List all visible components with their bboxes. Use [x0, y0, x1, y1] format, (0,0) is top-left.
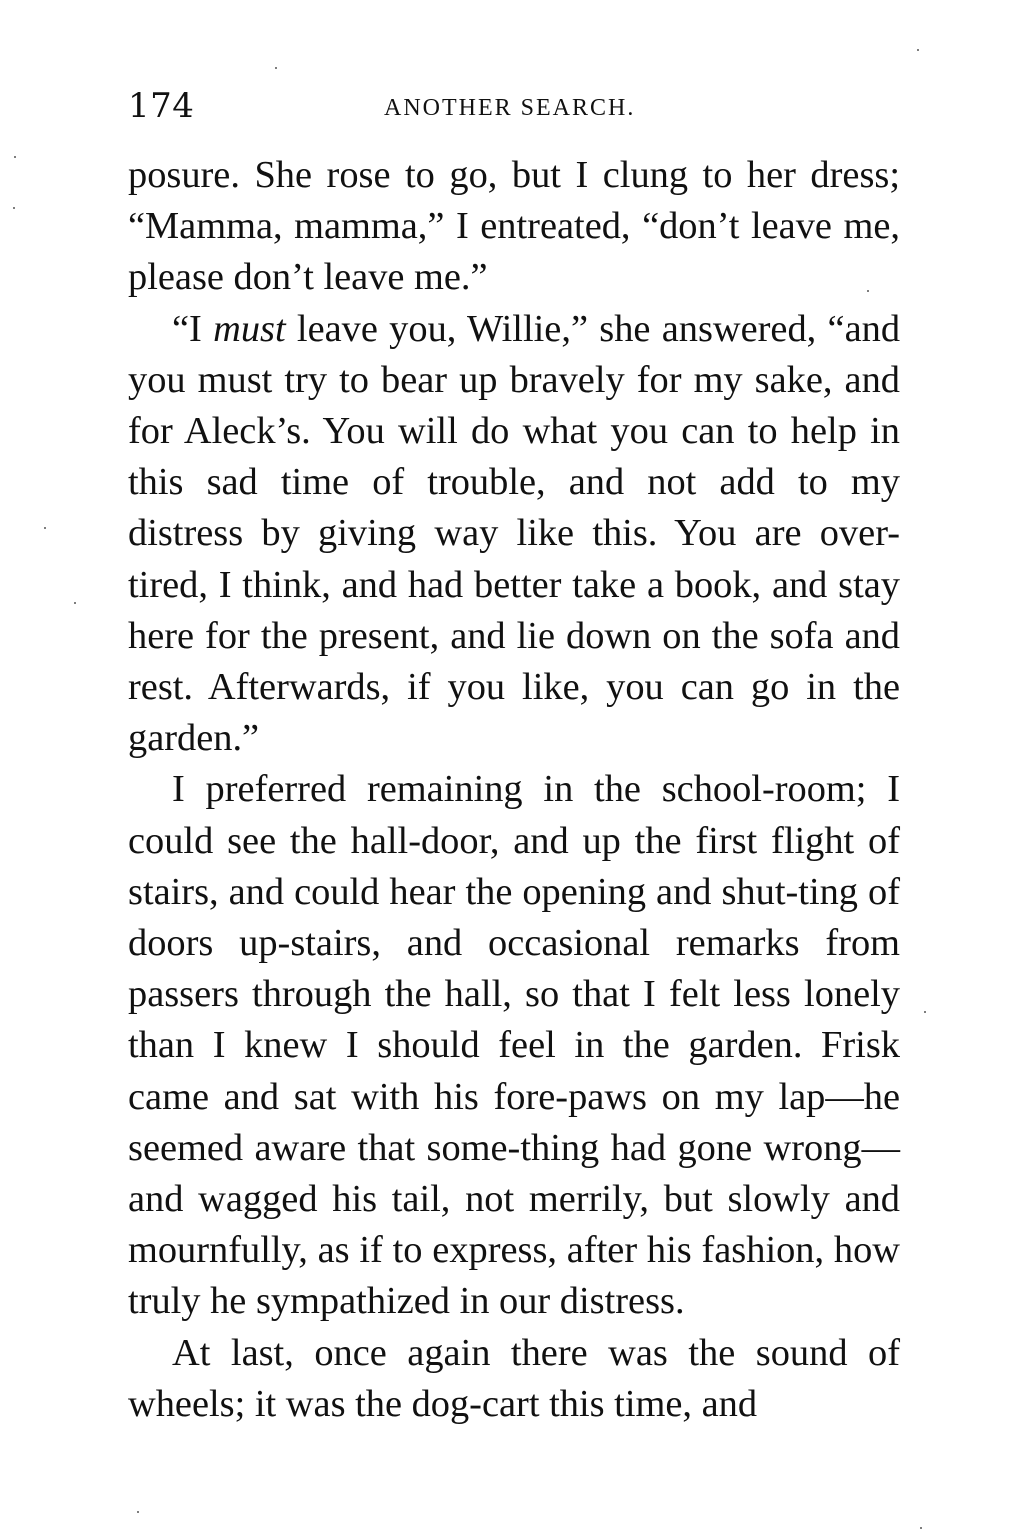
paragraph-4-text: At last, once again there was the sound of wheels; it was the dog-cart this time, and	[128, 1331, 900, 1425]
running-head: ANOTHER SEARCH.	[384, 95, 636, 121]
scan-speck	[14, 156, 16, 158]
scan-speck	[867, 290, 869, 292]
page-header	[128, 84, 900, 132]
scan-speck	[924, 1011, 926, 1013]
paragraph-2-text-before: “I	[172, 307, 214, 350]
body-text	[128, 150, 900, 1430]
scan-speck	[917, 49, 919, 51]
paragraph-1	[128, 150, 900, 304]
scan-speck	[137, 1511, 139, 1513]
scan-speck	[44, 527, 46, 529]
scan-speck	[275, 67, 277, 69]
emphasis-must: must	[213, 307, 286, 350]
scan-speck	[920, 1527, 922, 1529]
paragraph-1-text: posure. She rose to go, but I clung to her dress; “Mamma, mamma,” I entreated, “don’t leave me, please don’t leave me.”	[128, 154, 900, 299]
scan-speck	[74, 602, 76, 604]
page-number: 174	[128, 86, 195, 126]
paragraph-2	[128, 304, 900, 765]
scan-speck	[13, 207, 15, 209]
paragraph-3-text: I preferred remaining in the school-room; I could see the hall-door, and up the first flight of stairs, and could hear the opening and shut-ting of doors up-stairs, and occasional remarks from passers through the hall, so that I felt less lonely than I knew I should feel in the garden. Frisk came and sat with his fore-paws on my lap—he seemed aware that some-thing had gone wrong—and wagged his tail, not merrily, but slowly and mournfully, as if to express, after his fashion, how truly he sympathized in our distress.	[128, 768, 900, 1323]
paragraph-2-text-after: leave you, Willie,” she answered, “and you must try to bear up bravely for my sake, and for Aleck’s. You will do what you can to help in this sad time of trouble, and not add to my distress by giving way like this. You are over-tired, I think, and had better take a book, and stay here for the present, and lie down on the sofa and rest. Afterwards, if you like, you can go in the garden.”	[128, 307, 901, 760]
paragraph-4	[128, 1328, 900, 1430]
paragraph-3	[128, 764, 900, 1327]
